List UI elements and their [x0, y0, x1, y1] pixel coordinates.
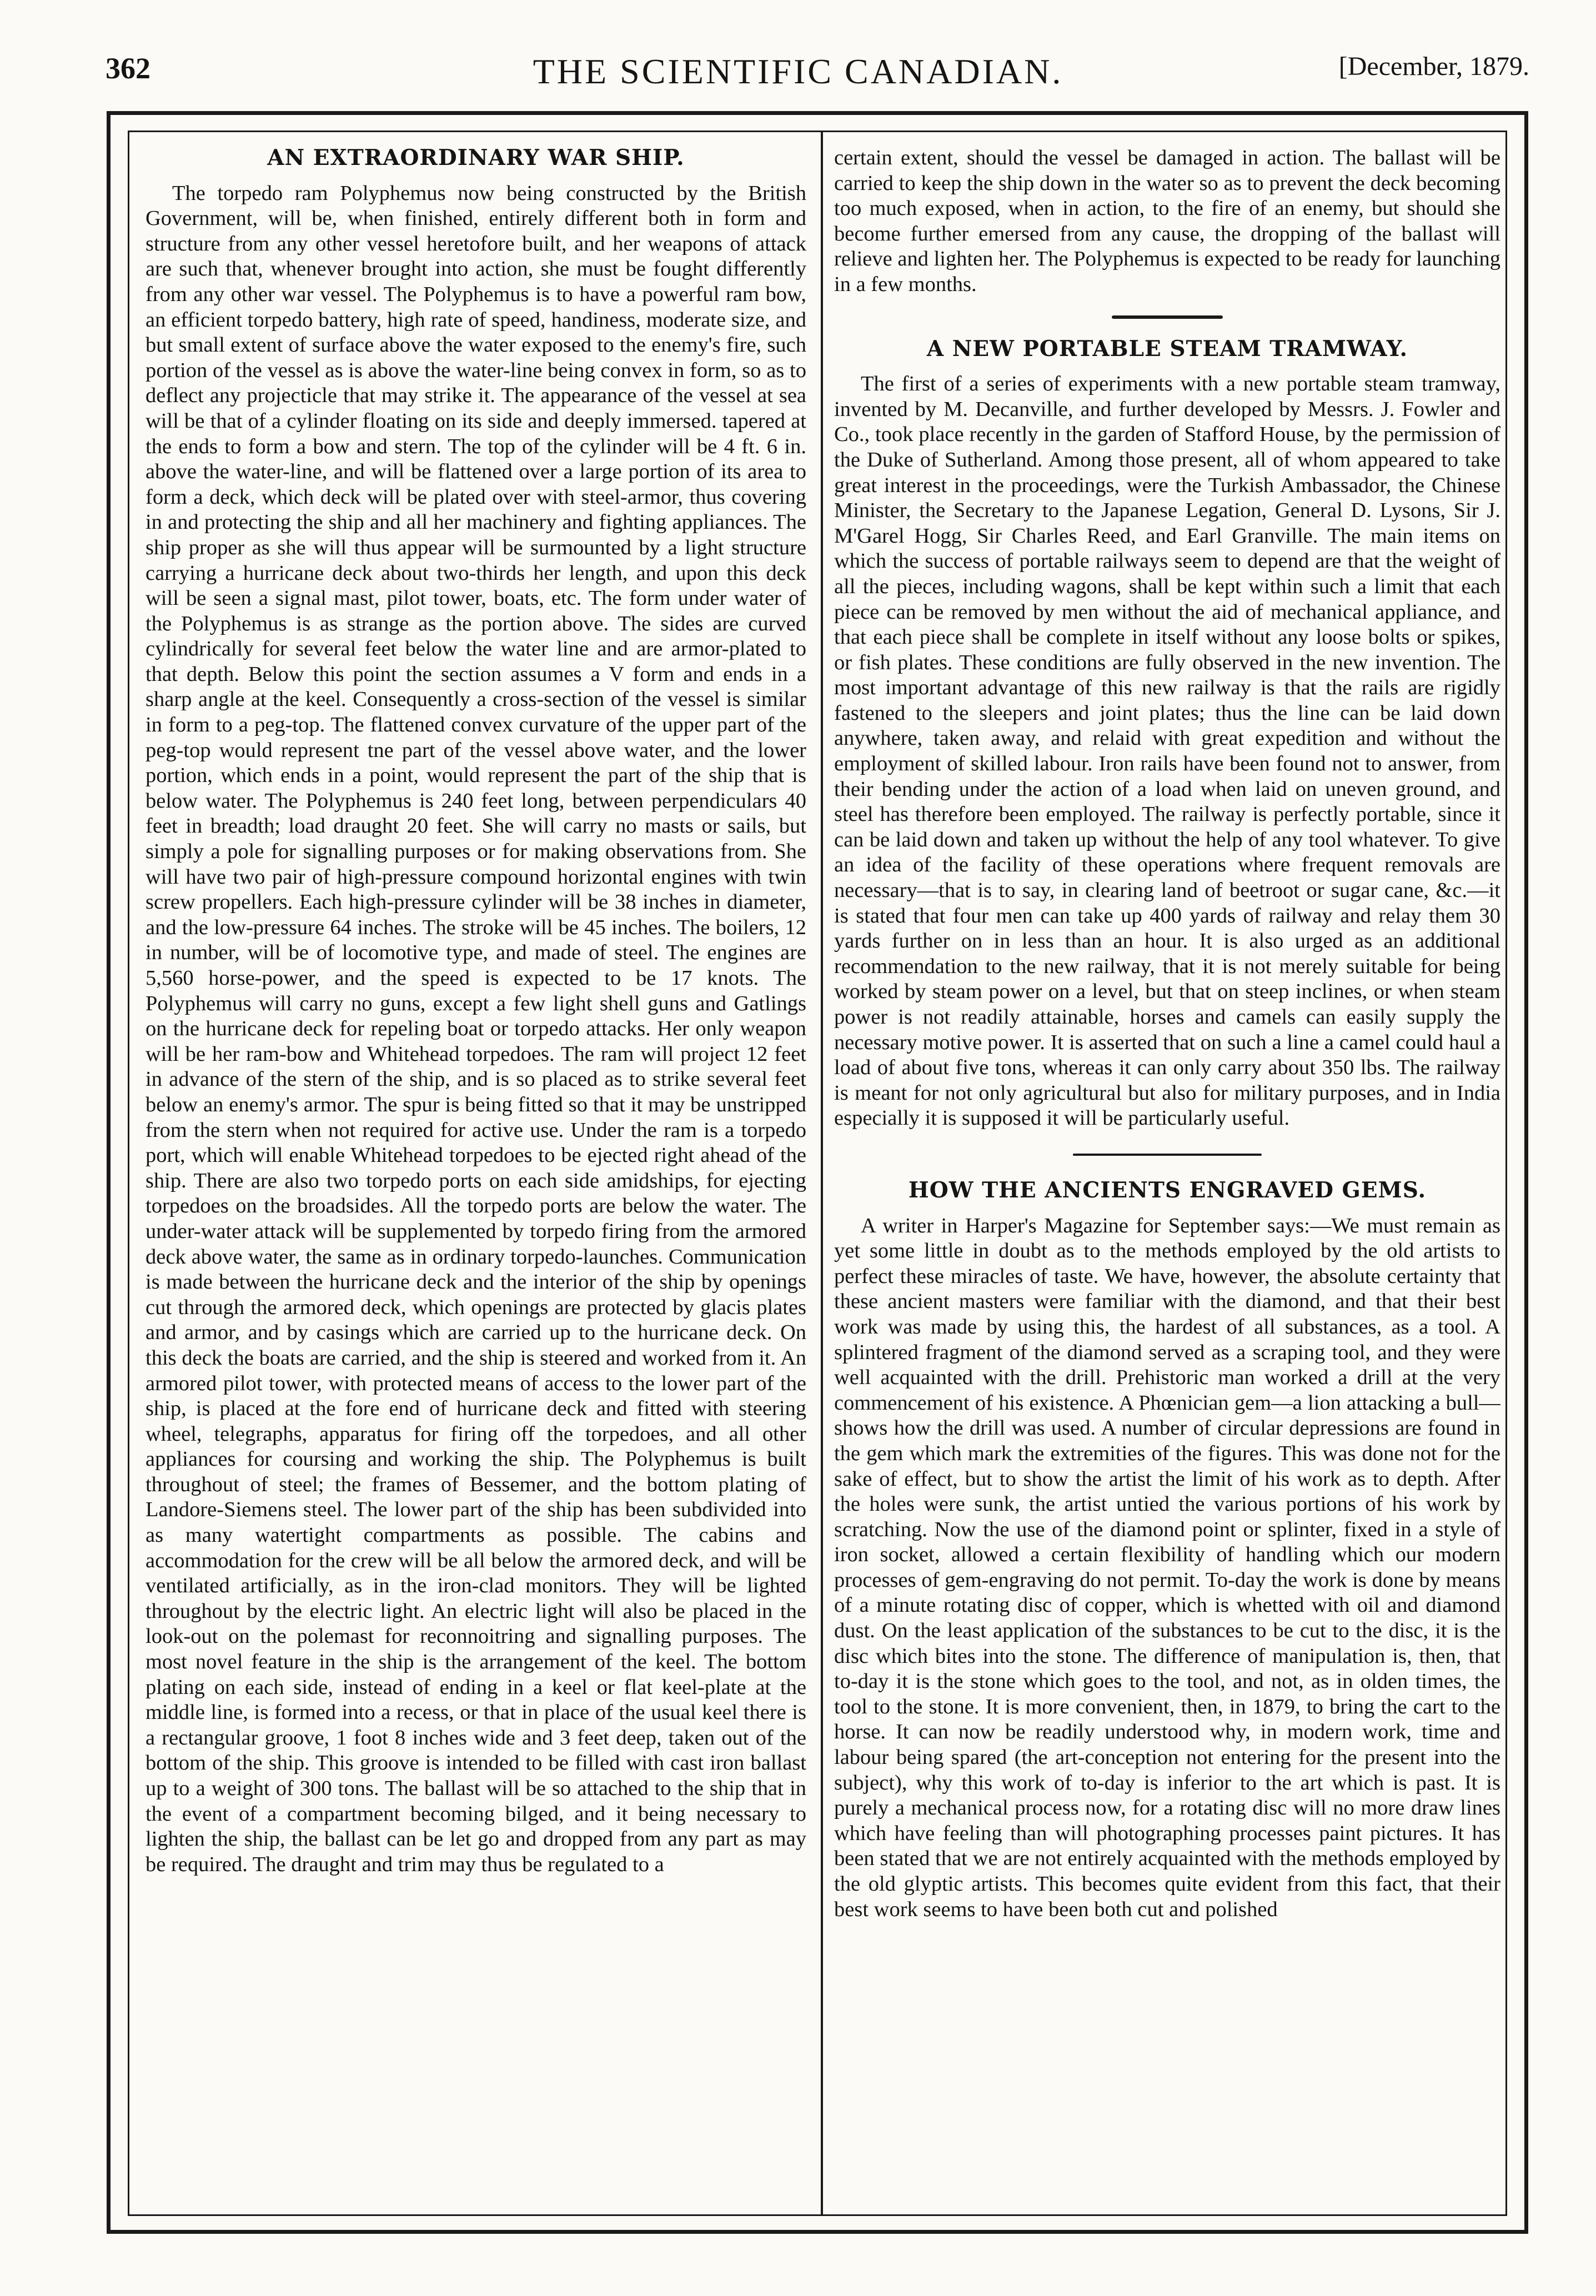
article-title-steam-tramway: A NEW PORTABLE STEAM TRAMWAY. [926, 335, 1408, 362]
left-column [145, 146, 806, 2200]
article-paragraph: The first of a series of experiments with a new portable steam tramway, invented by M. Decanville, and further developed by Messrs. J. Fowler and Co., took place recently in the garden of Stafford House, by the permission of the Duke of Sutherland. Among those present, all of whom appeared to take great interest in the proceedings, were the Turkish Ambassador, the Chinese Minister, the Secretary to the Japanese Legation, General D. Lysons, Sir J. M'Garel Hogg, Sir Charles Reed, and Earl Granville. The main items on which the success of portable railways seem to depend are that the weight of all the pieces, including wagons, shall be kept within such a limit that each piece can be removed by men without the aid of mechanical appliance, and that each piece shall be complete in itself without any loose bolts or spikes, or fish plates. These conditions are fully observed in the new invention. The most important advantage of this new railway is that the rails are rigidly fastened to the sleepers and joint plates; thus the line can be laid down anywhere, taken away, and relaid with great expedition and without the employment of skilled labour. Iron rails have been found not to answer, from their bending under the action of a load when laid on uneven ground, and steel has therefore been employed. The railway is perfectly portable, since it can be laid down and taken up without the help of any tool whatever. To give an idea of the facility of these operations where frequent removals are necessary—that is to say, in clearing land of beetroot or sugar cane, &c.—it is stated that four men can take up 400 yards of railway and relay them 30 yards further on in less than an hour. It is also urged as an additional recommendation to the new railway, that it is not merely suitable for being worked by steam power on a level, but that on steep inclines, or when steam power is not readily attainable, horses and camels can easily supply the necessary motive power. It is asserted that on such a line a camel could haul a load of about five tons, whereas it can only carry about 350 lbs. The railway is meant for not only agricultural but also for military purposes, and in India especially it is supposed it will be particularly useful. [834, 372, 1500, 1130]
issue-date: [December, 1879. [1338, 52, 1529, 81]
article-paragraph: A writer in Harper's Magazine for September says:—We must remain as yet some little in doubt as to the methods employed by the old artists to perfect these miracles of taste. We have, however, the absolute certainty that these ancient masters were familiar with the diamond, and that their best work was made by using this, the hardest of all substances, as a tool. A splintered fragment of the diamond served as a scraping tool, and they were well acquainted with the drill. Prehistoric man worked a drill at the very commencement of his existence. A Phœnician gem—a lion attacking a bull—shows how the drill was used. A number of circular depressions are found in the gem which mark the extremities of the figures. This was done not for the sake of effect, but to show the artist the limit of his work as to depth. After the holes were sunk, the artist untied the various portions of his work by scratching. Now the use of the diamond point or splinter, fixed in a style of iron socket, allowed a certain flexibility of handling which our modern processes of gem-engraving do not permit. To-day the work is done by means of a minute rotating disc of copper, which is whetted with oil and diamond dust. On the least application of the substances to be cut to the disc, it is the disc which bites into the stone. The difference of manipulation is, then, that to-day it is the stone which goes to the tool, and not, as in olden times, the tool to the stone. It is more convenient, then, in 1879, to bring the cart to the horse. It can now be readily understood why, in modern work, time and labour being spared (the art-conception not entering for the present into the subject), why this work of to-day is inferior to the art which is past. It is purely a mechanical process now, for a rotating disc will no more draw lines which have feeling than will photographing processes paint pictures. It has been stated that we are not entirely acquainted with the methods employed by the old glyptic artists. This becomes quite evident from this fact, that their best work seems to have been both cut and polished [834, 1214, 1500, 1921]
article-title-engraved-gems: HOW THE ANCIENTS ENGRAVED GEMS. [908, 1177, 1427, 1203]
column-rule [821, 132, 823, 2214]
masthead: THE SCIENTIFIC CANADIAN. [533, 52, 1063, 91]
article-paragraph-continued: certain extent, should the vessel be damaged in action. The ballast will be carried to keep the ship down in the water so as to prevent the deck becoming too much exposed, when in action, to the fire of an enemy, but should she become further emersed from any cause, the dropping of the ballast will relieve and lighten her. The Polyphemus is expected to be ready for launching in a few months. [834, 146, 1500, 296]
right-column [834, 146, 1500, 2200]
section-divider [834, 298, 1500, 337]
article-title-war-ship: AN EXTRAORDINARY WAR SHIP. [267, 146, 685, 171]
page-number: 362 [106, 52, 150, 85]
section-divider [834, 1131, 1500, 1178]
article-paragraph: The torpedo ram Polyphemus now being constructed by the British Government, will be, when finished, entirely different both in form and structure from any other vessel heretofore built, and her weapons of attack are such that, whenever brought into action, she must be fought differently from any other war vessel. The Polyphemus is to have a powerful ram bow, an efficient torpedo battery, high rate of speed, handiness, moderate size, and but small extent of surface above the water exposed to the enemy's fire, such portion of the vessel as is above the water-line being convex in form, so as to deflect any projecticle that may strike it. The appearance of the vessel at sea will be that of a cylinder floating on its side and deeply immersed. tapered at the ends to form a bow and stern. The top of the cylinder will be 4 ft. 6 in. above the water-line, and will be flattened over a large portion of its area to form a deck, which deck will be plated over with steel-armor, thus covering in and protecting the ship and all her machinery and fighting appliances. The ship proper as she will thus appear will be surmounted by a light structure carrying a hurricane deck about two-thirds her length, and upon this deck will be seen a signal mast, pilot tower, boats, etc. The form under water of the Polyphemus is as strange as the portion above. The sides are curved cylindrically for several feet below the water line and are armor-plated to that depth. Below this point the section assumes a V form and ends in a sharp angle at the keel. Consequently a cross-section of the vessel is similar in form to a peg-top. The flattened convex curvature of the upper part of the peg-top would represent tne part of the vessel above water, and the lower portion, which ends in a point, would represent the part of the ship that is below water. The Polyphemus is 240 feet long, between perpendiculars 40 feet in breadth; load draught 20 feet. She will carry no masts or sails, but simply a pole for signalling purposes or for making observations from. She will have two pair of high-pressure compound horizontal engines with twin screw propellers. Each high-pressure cylinder will be 38 inches in diameter, and the low-pressure 64 inches. The stroke will be 45 inches. The boilers, 12 in number, will be of locomotive type, and made of steel. The engines are 5,560 horse-power, and the speed is expected to be 17 knots. The Polyphemus will carry no guns, except a few light shell guns and Gatlings on the hurricane deck for repeling boat or torpedo attacks. Her only weapon will be her ram-bow and Whitehead torpedoes. The ram will project 12 feet in advance of the stern of the ship, and is so placed as to strike several feet below an enemy's armor. The spur is being fitted so that it may be unstripped from the stern when not required for active use. Under the ram is a torpedo port, which will enable Whitehead torpedoes to be ejected right ahead of the ship. There are also two torpedo ports on each side amidships, for ejecting torpedoes on the broadsides. All the torpedo ports are below the water. The under-water attack will be supplemented by torpedo firing from the armored deck above water, the same as in ordinary torpedo-launches. Communication is made between the hurricane deck and the interior of the ship by openings cut through the armored deck, which openings are protected by glacis plates and armor, and by casings which are carried up to the hurricane deck. On this deck the boats are carried, and the ship is steered and worked from it. An armored pilot tower, with protected means of access to the lower part of the ship, is placed at the fore end of hurricane deck and fitted with steering wheel, telegraphs, apparatus for firing off the torpedoes, and all other appliances for coursing and working the ship. The Polyphemus is built throughout of steel; the frames of Bessemer, and the bottom plating of Landore-Siemens steel. The lower part of the ship has been subdivided into as many watertight compartments as possible. The cabins and accommodation for the crew will be all below the armored deck, and will be ventilated artificially, as in the iron-clad monitors. They will be lighted throughout by the electric light. An electric light will also be placed in the look-out on the polemast for reconnoitring and signalling purposes. The most novel feature in the ship is the arrangement of the keel. The bottom plating on each side, instead of ending in a keel or flat keel-plate at the middle line, is formed into a recess, or that in place of the usual keel there is a rectangular groove, 1 foot 8 inches wide and 3 feet deep, taken out of the bottom of the ship. This groove is intended to be filled with cast iron ballast up to a weight of 300 tons. The ballast will be so attached to the ship that in the event of a compartment becoming bilged, and it being necessary to lighten the ship, the ballast can be let go and dropped from any part as may be required. The draught and trim may thus be regulated to a [145, 181, 806, 1876]
